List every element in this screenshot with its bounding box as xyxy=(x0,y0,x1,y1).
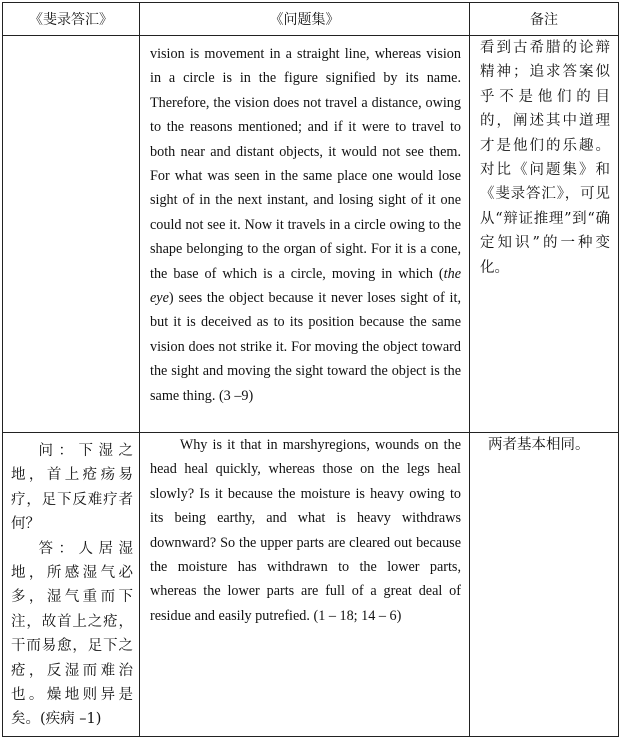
row2-problems-cell xyxy=(140,433,470,737)
header-notes: 备注 xyxy=(470,3,619,36)
row1-problems-part1: vision is movement in a straight line, whereas vision in a circle is in the figure signified by its name. Therefore, the vision does not travel a distance, owing to the reasons mentioned; and if it were to travel to both near and distant objects, it would not see them. For what was seen in the same place one would lose sight of in the next instant, and losing sight of it one could not see it. Now it travels in a circle owing to the shape belonging to the organ of sight. For it is a cone, the base of which is a circle, moving in which ( xyxy=(150,46,461,282)
row1-feilu-cell xyxy=(3,36,140,433)
row1-problems-text xyxy=(140,36,470,433)
table-row xyxy=(3,433,619,737)
comparison-table xyxy=(2,2,619,737)
row2-feilu-cell xyxy=(3,433,140,737)
row2-answer: 答：人居湿地，所感湿气必多，湿气重而下注，故首上之疮，干而易愈，足下之疮，反湿而难治也。燥地则异是矣。(疾病 –1) xyxy=(11,540,133,728)
row2-note-text: 两者基本相同。 xyxy=(470,433,619,737)
row1-note-text: 看到古希腊的论辩精神；追求答案似乎不是他们的目的，阐述其中道理才是他们的乐趣。对比《问题集》和《斐录答汇》，可见从“辩证推理”到“确定知识”的一种变化。 xyxy=(470,36,619,433)
row1-problems-emphasis: the eye xyxy=(150,265,461,307)
header-feilu-dahui: 《斐录答汇》 xyxy=(3,3,140,36)
row2-problems-text: Why is it that in marshyregions, wounds on the head heal quickly, whereas those on the legs heal slowly? Is it because the moisture is heavy owing to its being earthy, and what is heavy withdraws downward? So the upper parts are cleared out because the moisture has withdrawn to the lower parts, whereas the lower parts are full of a great deal of residue and easily putrefied. (1 – 18; 14 – 6) xyxy=(150,437,461,624)
table-row xyxy=(3,36,619,433)
header-wenti-ji: 《问题集》 xyxy=(140,3,470,36)
row2-question: 问：下湿之地，首上疮疡易疗，足下反难疗者何？ xyxy=(11,443,133,533)
row1-problems-part2: ) sees the object because it never loses sight of it, but it is deceived as to its position because the same vision does not strike it. For moving the object toward the sight and moving the sight toward the object is the same thing. (3 –9) xyxy=(150,290,461,404)
header-row xyxy=(3,3,619,36)
